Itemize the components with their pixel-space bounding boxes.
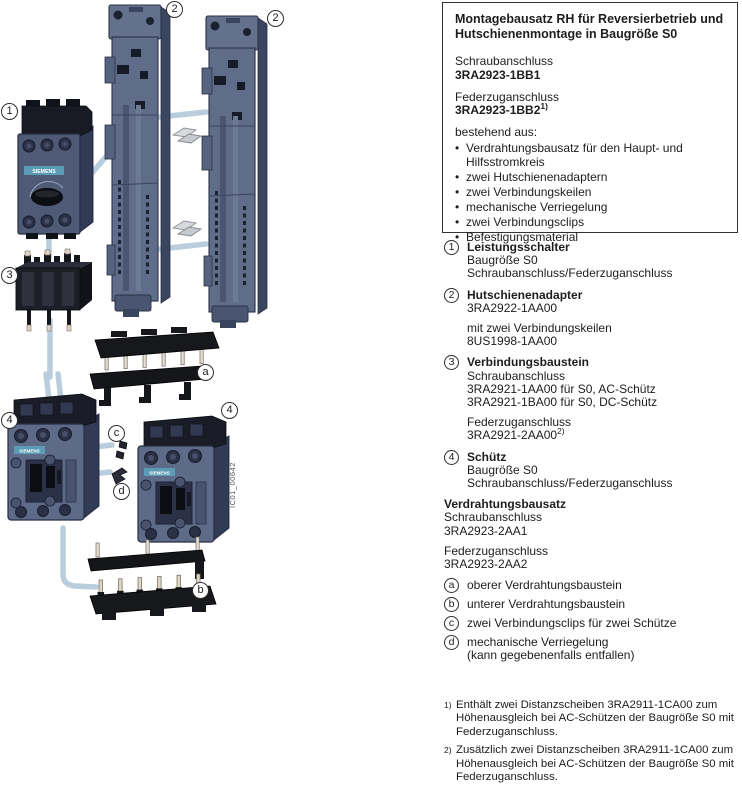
upper-wiring-comb — [95, 327, 219, 370]
list-item: • zwei Verbindungsclips — [455, 216, 727, 230]
contactor-right — [138, 416, 229, 542]
legend-marker-4: 4 — [444, 450, 459, 465]
list-item: • mechanische Verriegelung — [455, 201, 727, 215]
info-box — [442, 2, 738, 244]
legend-item-d: d mechanische Verriegelung (kann gegebenenfalls entfallen) — [444, 636, 740, 662]
connecting-wedges-bottom — [173, 221, 201, 236]
figure-id: IC01_00642 — [228, 462, 237, 508]
contactor-left — [8, 394, 99, 520]
legend-marker-3: 3 — [444, 355, 459, 370]
callout-a: a — [197, 364, 214, 381]
legend-marker-c: c — [444, 616, 459, 631]
spring-connection-mlfb: 3RA2923-1BB2$^{1)}$ — [455, 101, 548, 118]
exploded-diagram — [0, 0, 445, 660]
din-rail-adapter-left — [105, 5, 170, 317]
legend-wiring-kit: Verdrahtungsbausatz Schraubanschluss 3RA2923-2AA1 Federzuganschluss 3RA2923-2AA2 — [444, 497, 567, 572]
legend-marker-2: 2 — [444, 288, 459, 303]
list-item: • Befestigungsmaterial — [455, 231, 727, 245]
list-item: • zwei Verbindungskeilen — [455, 186, 727, 200]
connecting-wedges-top — [173, 128, 201, 143]
contents-list — [455, 142, 727, 245]
legend-item-2: 2 Hutschienenadapter 3RA2922-1AA00 mit zwei Verbindungskeilen 8US1998-1AA00 — [444, 289, 740, 349]
list-item: • Verdrahtungsbausatz für den Haupt- und Hilfsstromkreis — [455, 142, 727, 170]
upper-comb-bracket — [90, 366, 206, 406]
diagram-canvas: SIEMENS SIEMENS — [0, 0, 445, 660]
lower-comb-bracket — [88, 537, 205, 579]
legend-item-a: a oberer Verdrahtungsbaustein — [444, 579, 740, 593]
screw-connection-mlfb: 3RA2923-1BB1 — [455, 67, 541, 82]
connection-module — [16, 249, 92, 331]
footnote-1: 1) Enthält zwei Distanzscheiben 3RA2911-1CA00 zum Höhenausgleich bei AC-Schützen der Baugröße S0 mit Federzuganschluss. — [444, 699, 734, 738]
din-rail-adapter-right — [202, 16, 267, 328]
legend-marker-d: d — [444, 635, 459, 650]
callout-c: c — [108, 425, 125, 442]
info-box-title: Montagebausatz RH für Reversierbetrieb und Hutschienenmontage in Baugröße S0 — [455, 12, 724, 41]
brand-label: SIEMENS — [32, 169, 56, 175]
footnotes — [444, 699, 736, 789]
callout-2b: 2 — [267, 10, 284, 27]
callout-1: 1 — [1, 103, 18, 120]
circuit-breaker — [18, 99, 93, 239]
legend-item-4: 4 Schütz Baugröße S0 Schraubanschluss/Federzuganschluss — [444, 451, 740, 491]
screw-connection-label: Schraubanschluss — [455, 54, 554, 68]
consists-label: bestehend aus: — [455, 125, 538, 140]
bottom-l-wire — [63, 528, 96, 587]
callout-b: b — [192, 582, 209, 599]
callout-d: d — [113, 483, 130, 500]
callout-2a: 2 — [166, 1, 183, 18]
callout-4a: 4 — [1, 412, 18, 429]
connecting-clips — [116, 441, 127, 459]
legend-item-1: 1 Leistungsschalter Baugröße S0 Schraubanschluss/Federzuganschluss — [444, 241, 740, 281]
list-item: • zwei Hutschienenadaptern — [455, 171, 727, 185]
legend-item-c: c zwei Verbindungsclips für zwei Schütze — [444, 617, 740, 631]
legend-marker-b: b — [444, 597, 459, 612]
legend-marker-1: 1 — [444, 240, 459, 255]
callout-4b: 4 — [221, 402, 238, 419]
legend-marker-a: a — [444, 578, 459, 593]
mechanical-interlock — [112, 468, 127, 484]
legend-item-b: b unterer Verdrahtungsbaustein — [444, 598, 740, 612]
footnote-2: 2) Zusätzlich zwei Distanzscheiben 3RA2911-1CA00 zum Höhenausgleich bei AC-Schützen der Baugröße S0 mit Federzuganschluss. — [444, 744, 734, 784]
spring-connection-label: Federzuganschluss — [455, 89, 560, 104]
legend — [444, 241, 740, 668]
callout-3: 3 — [1, 267, 18, 284]
legend-item-3: 3 Verbindungsbaustein Schraubanschluss 3RA2921-1AA00 für S0, AC-Schütz 3RA2921-1BA00 für S0, DC-Schütz Federzuganschluss 3RA2921-2AA00$^{2)}$ — [444, 356, 740, 442]
